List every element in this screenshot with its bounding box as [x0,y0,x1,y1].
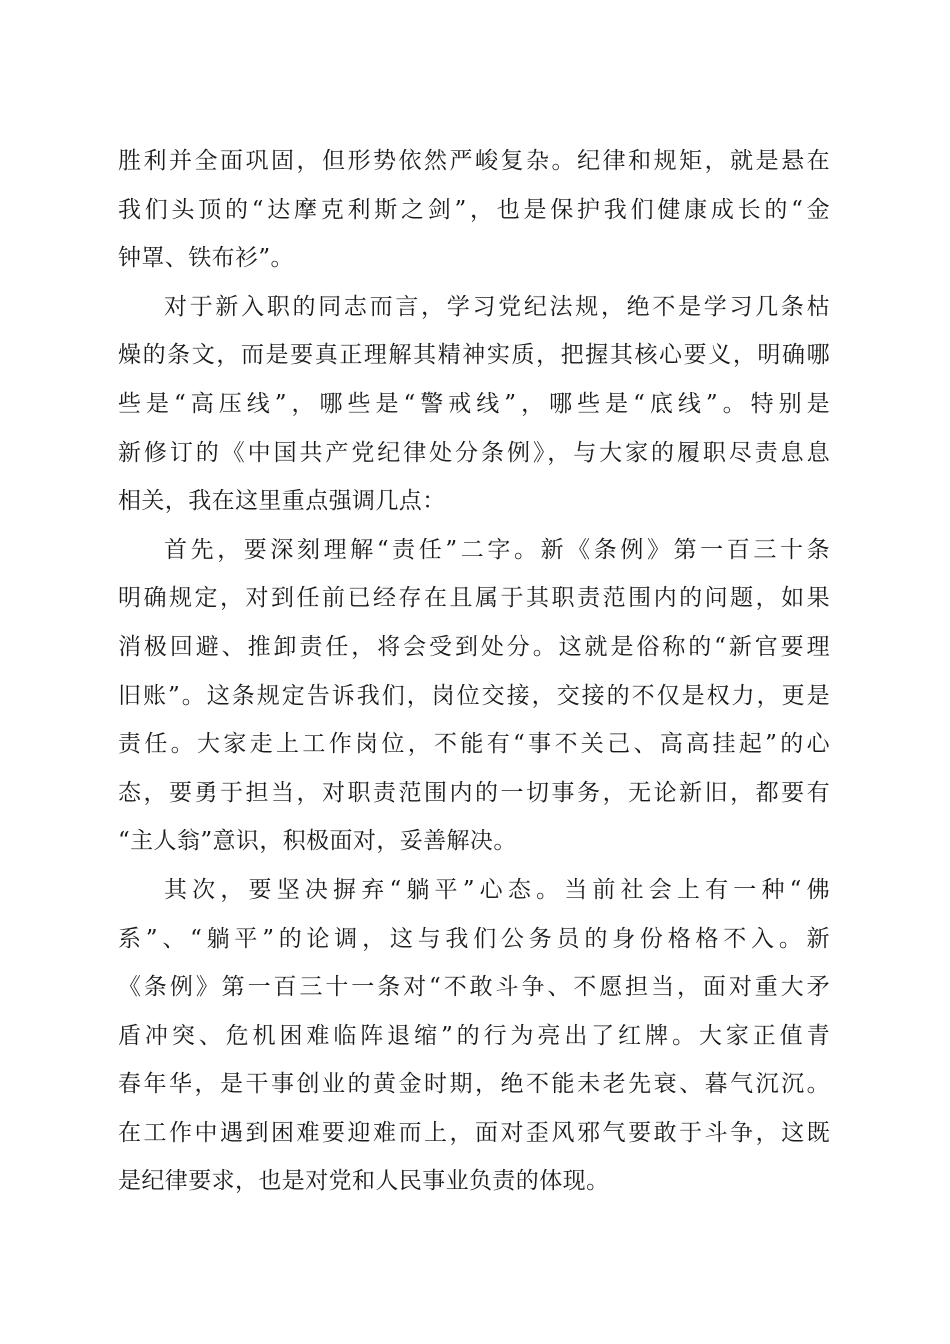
text-line: 明确规定，对到任前已经存在且属于其职责范围内的问题，如果 [118,585,830,612]
text-line: 我们头顶的“达摩克利斯之剑”，也是保护我们健康成长的“金 [118,196,830,223]
text-line: 消极回避、推卸责任，将会受到处分。这就是俗称的“新官要理 [118,633,830,660]
text-line: 新修订的《中国共产党纪律处分条例》，与大家的履职尽责息息 [118,439,830,466]
text-line: 其次，要坚决摒弃“躺平”心态。当前社会上有一种“佛 [164,876,830,903]
text-line: 对于新入职的同志而言，学习党纪法规，绝不是学习几条枯 [164,293,830,320]
text-line: 胜利并全面巩固，但形势依然严峻复杂。纪律和规矩，就是悬在 [118,148,830,174]
text-line: 《条例》第一百三十一条对“不敢斗争、不愿担当，面对重大矛 [118,974,830,1001]
paragraph [118,137,830,283]
text-line: 春年华，是干事创业的黄金时期，绝不能未老先衰、暮气沉沉。 [118,1071,830,1098]
text-line: 在工作中遇到困难要迎难而上，面对歪风邪气要敢于斗争，这既 [118,1119,830,1146]
text-line: 些是“高压线”，哪些是“警戒线”，哪些是“底线”。特别是 [118,390,830,417]
text-line: 盾冲突、危机困难临阵退缩”的行为亮出了红牌。大家正值青 [118,1022,830,1049]
text-line: 态，要勇于担当，对职责范围内的一切事务，无论新旧，都要有 [118,779,830,806]
text-line: 是纪律要求，也是对党和人民事业负责的体现。 [118,1168,610,1195]
paragraph [118,866,830,1206]
text-line: 旧账”。这条规定告诉我们，岗位交接，交接的不仅是权力，更是 [118,682,830,709]
text-line: 责任。大家走上工作岗位，不能有“事不关己、高高挂起”的心 [118,731,830,758]
text-line: 钟罩、铁布衫”。 [118,245,294,272]
text-line: 相关，我在这里重点强调几点： [118,488,446,515]
document-body [118,137,830,1206]
text-line: 燥的条文，而是要真正理解其精神实质，把握其核心要义，明确哪 [118,342,830,369]
text-line: “主人翁”意识，积极面对，妥善解决。 [118,828,517,855]
text-line: 首先，要深刻理解“责任”二字。新《条例》第一百三十条 [164,536,830,563]
paragraph [118,526,830,866]
text-line: 系”、“躺平”的论调，这与我们公务员的身份格格不入。新 [118,925,830,952]
paragraph [118,283,830,526]
